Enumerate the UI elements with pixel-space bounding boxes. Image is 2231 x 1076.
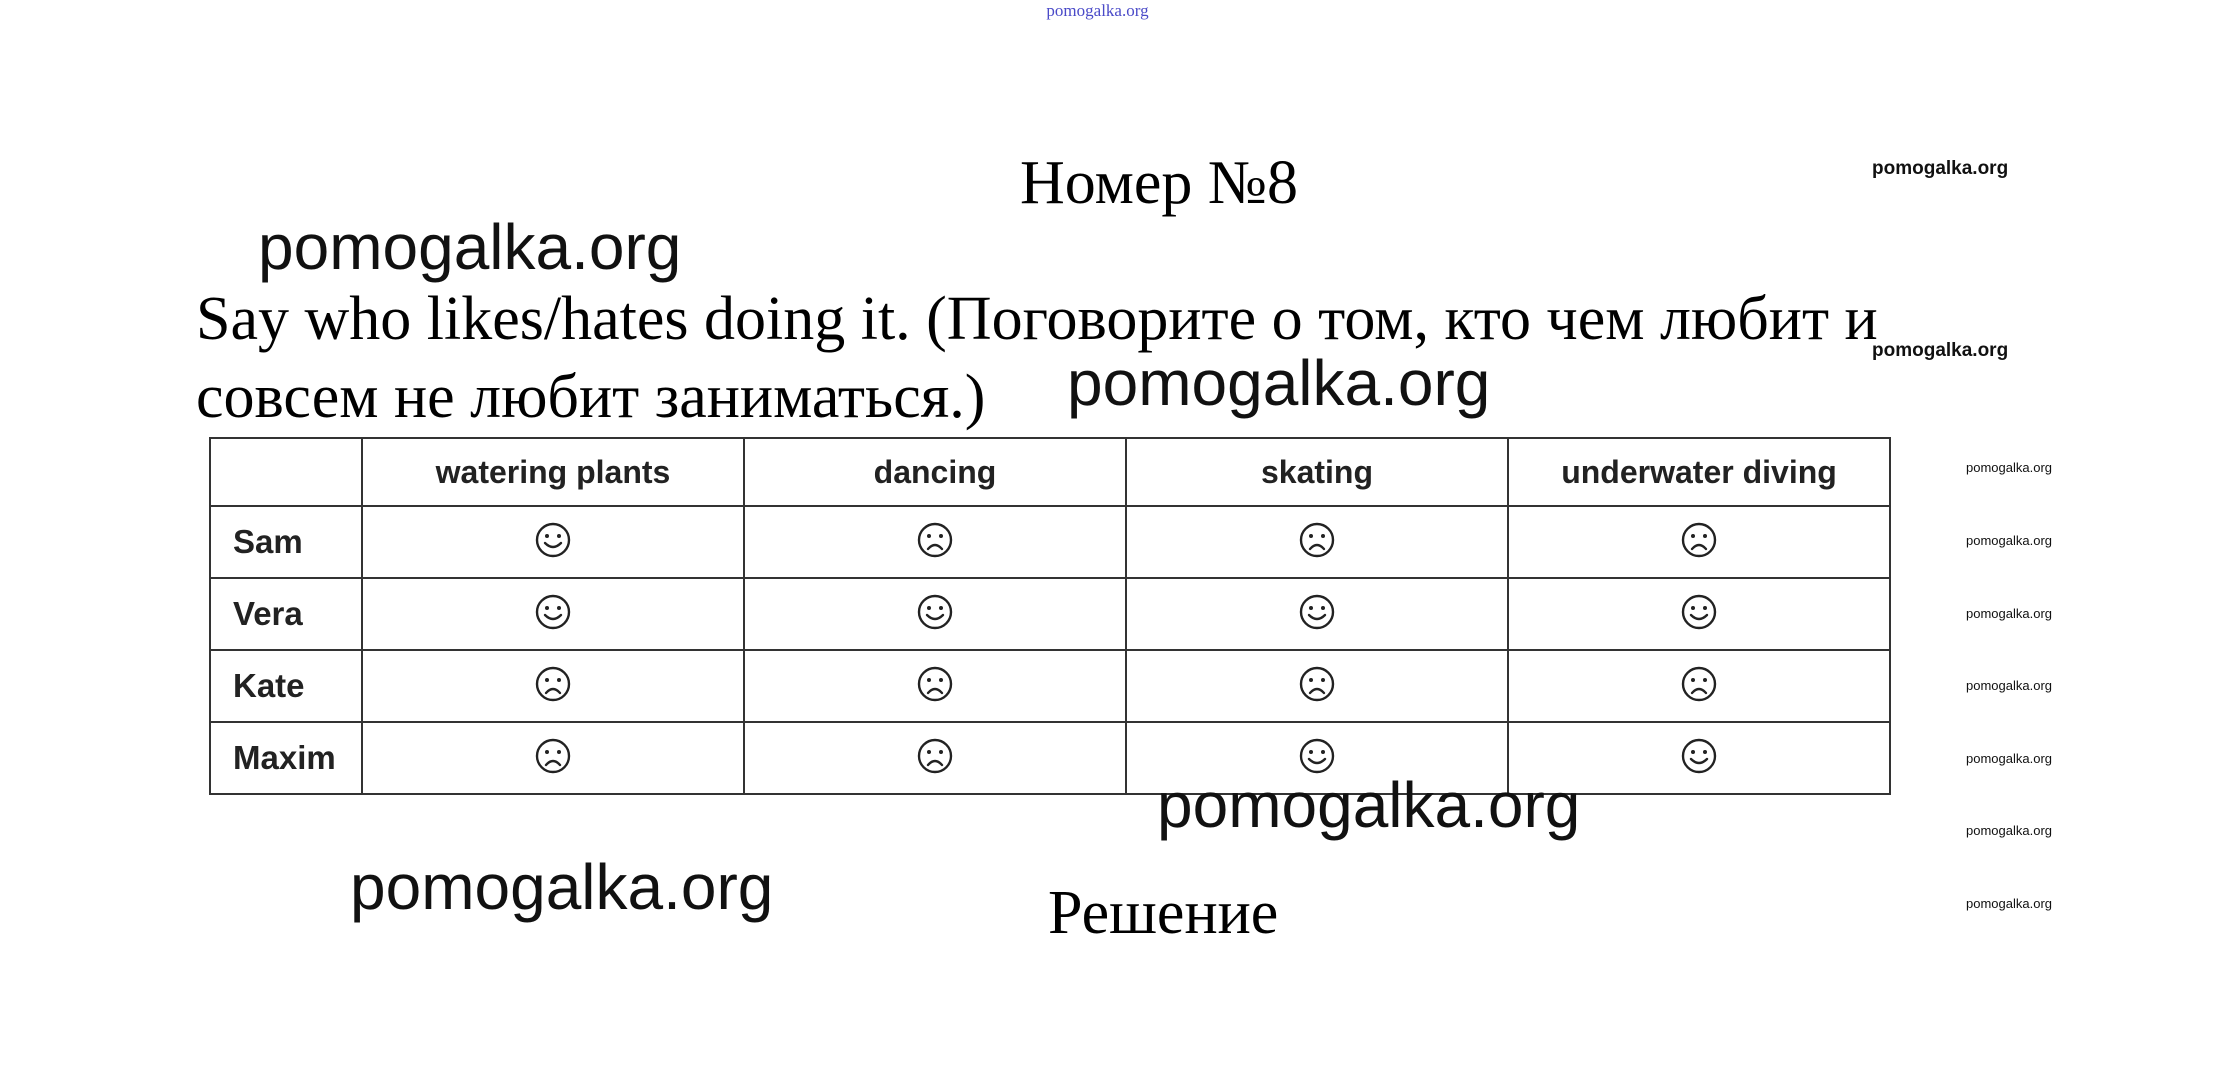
cell-smile (1508, 578, 1890, 650)
table-header-row (210, 438, 1890, 506)
smile-face-icon (1680, 593, 1718, 631)
frown-face-icon (1298, 665, 1336, 703)
cell-frown (1508, 650, 1890, 722)
table-row (210, 650, 1890, 722)
row-name: Kate (210, 650, 362, 722)
page-title: Номер №8 (1020, 149, 1299, 217)
cell-frown (744, 506, 1126, 578)
row-name: Vera (210, 578, 362, 650)
cell-frown (744, 722, 1126, 794)
solution-heading: Решение (1048, 879, 1279, 947)
top-watermark-bar (0, 0, 2231, 22)
watermark-tiny-4: pomogalka.org (1966, 678, 2052, 693)
watermark-tiny-2: pomogalka.org (1966, 533, 2052, 548)
task-line-2: совсем не любит заниматься.) (196, 363, 986, 431)
watermark-tiny-5: pomogalka.org (1966, 751, 2052, 766)
watermark-tiny-1: pomogalka.org (1966, 460, 2052, 475)
cell-frown (1126, 650, 1508, 722)
likes-table (209, 437, 1891, 795)
smile-face-icon (534, 593, 572, 631)
frown-face-icon (1298, 521, 1336, 559)
header-watering-plants: watering plants (362, 438, 744, 506)
table-row (210, 578, 1890, 650)
watermark-small-1: pomogalka.org (1872, 158, 2009, 179)
header-underwater-diving: underwater diving (1508, 438, 1890, 506)
frown-face-icon (916, 737, 954, 775)
watermark-tiny-3: pomogalka.org (1966, 606, 2052, 621)
cell-smile (362, 506, 744, 578)
cell-frown (1126, 506, 1508, 578)
watermark-large-3: pomogalka.org (1157, 769, 1581, 841)
watermark-large-2: pomogalka.org (1067, 347, 1491, 419)
frown-face-icon (916, 521, 954, 559)
smile-face-icon (534, 521, 572, 559)
cell-frown (744, 650, 1126, 722)
row-name: Sam (210, 506, 362, 578)
frown-face-icon (534, 665, 572, 703)
cell-smile (362, 578, 744, 650)
cell-frown (362, 722, 744, 794)
header-skating: skating (1126, 438, 1508, 506)
cell-smile (1126, 578, 1508, 650)
table-row (210, 506, 1890, 578)
smile-face-icon (916, 593, 954, 631)
smile-face-icon (1680, 737, 1718, 775)
task-line-1: Say who likes/hates doing it. (Поговорите о том, кто чем любит и (196, 285, 1878, 353)
watermark-small-2: pomogalka.org (1872, 340, 2009, 361)
watermark-tiny-6: pomogalka.org (1966, 823, 2052, 838)
watermark-tiny-7: pomogalka.org (1966, 896, 2052, 911)
cell-frown (362, 650, 744, 722)
watermark-large-4: pomogalka.org (350, 851, 774, 923)
frown-face-icon (916, 665, 954, 703)
cell-smile (744, 578, 1126, 650)
smile-face-icon (1298, 593, 1336, 631)
cell-frown (1508, 506, 1890, 578)
frown-face-icon (534, 737, 572, 775)
header-dancing: dancing (744, 438, 1126, 506)
table-row (210, 722, 1890, 794)
watermark-large-1: pomogalka.org (258, 211, 682, 283)
frown-face-icon (1680, 665, 1718, 703)
row-name: Maxim (210, 722, 362, 794)
frown-face-icon (1680, 521, 1718, 559)
header-cell-empty (210, 438, 362, 506)
top-watermark: pomogalka.org (1046, 1, 1149, 20)
